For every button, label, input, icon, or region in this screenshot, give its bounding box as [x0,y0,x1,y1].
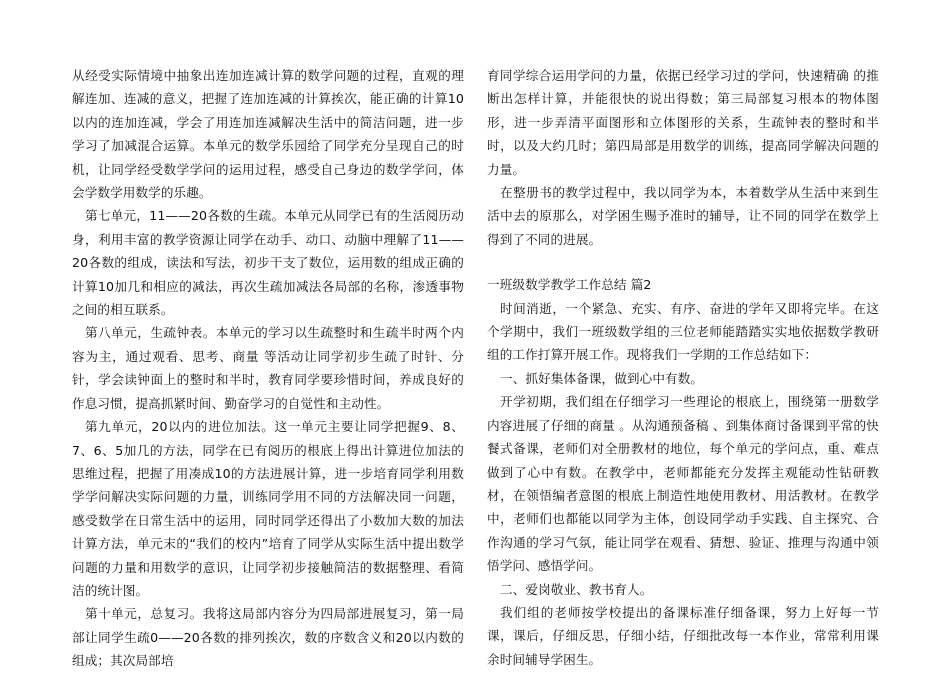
paragraph: 从经受实际情境中抽象出连加连减计算的数学问题的过程，直观的理解连加、连减的意义，把握了连加连减的计算挨次，能正确的计算10以内的连加连减，学会了用连加连减解决生活中的简洁问题，进一步学习了加减混合运算。本单元的数学乐园给了同学充分呈现自己的时机，让同学经受数学学问的运用过程，感受自己身边的数学学问，体会学数学用数学的乐趣。 [72,68,464,201]
spacer [487,251,879,273]
section-heading: 一、抓好集体备课，做到心中有数。 [500,370,704,386]
paragraph: 开学初期，我们组在仔细学习一些理论的根底上，围绕第一册数学内容进展了仔细的商量 。从沟通预备稿 、到集体商讨备课到平常的快餐式备课，老师们对全册教材的地位，每个单元的学问点，重、难点做到了心中有数。在教学中，老师都能充分发挥主观能动性钻研教材，在领悟编者意图的根底上制造性地使用教材、用活教材。在教学中，老师们也都能以同学为主体，创设同学动手实践、自主探究、合作沟通的学习气氛，能让同学在观看、猜想、验证、推理与沟通中领悟学问、感悟学问。 [487,394,879,574]
paragraph: 在整册书的教学过程中，我以同学为本，本着数学从生活中来到生活中去的原那么，对学困生赐予准时的辅导，让不同的同学在数学上得到了不同的进展。 [487,185,879,247]
paragraph: 时间消逝，一个紧急、充实、有序、奋进的学年又即将完毕。在这个学期中，我们一班级数学组的三位老师能踏踏实实地依据数学教研组的工作打算开展工作。现将我们一学期的工作总结如下： [487,300,879,363]
left-column [72,64,464,673]
paragraph: 第九单元，20以内的进位加法。这一单元主要让同学把握9、8、7、6、5加几的方法，同学在已有阅历的根底上得出计算进位加法的思维过程，把握了用凑成10的方法进展计算，进一步培育同学利用数学学问解决实际问题的力量，训练同学用不同的方法解决同一问题，感受数学在日常生活中的运用，同时同学还得出了小数加大数的加法计算方法，单元末的“我们的校内”培育了同学从实际生活中提出数学问题的力量和用数学的意识，让同学初步接触简洁的数据整理、看简洁的统计图。 [72,419,464,598]
section-heading: 二、爱岗敬业、教书育人。 [500,581,653,597]
paragraph: 第十单元，总复习。我将这局部内容分为四局部进展复习，第一局部让同学生疏0——20各数的排列挨次，数的序数含义和20以内数的组成；其次局部培 [72,606,464,669]
right-column [487,64,879,671]
paragraph: 第七单元，11——20各数的生疏。本单元从同学已有的生活阅历动身，利用丰富的教学资源让同学在动手、动口、动脑中理解了11——20各数的组成，读法和写法，初步干支了数位，运用数的组成正确的计算10加几和相应的减法，再次生疏加减法各局部的名称，渗透事物之间的相互联系。 [72,208,464,318]
paragraph: 育同学综合运用学问的力量，依据已经学习过的学问，快速精确 的推断出怎样计算，并能很快的说出得数；第三局部复习根本的物体图形，进一步弄清平面图形和立体图形的关系，生疏钟表的整时和半时，以及大约几时；第四局部是用数学的训练，提高同学解决问题的力量。 [487,68,879,177]
paragraph: 第八单元，生疏钟表。本单元的学习以生疏整时和生疏半时两个内容为主，通过观看、思考、商量 等活动让同学初步生疏了时针、分针，学会读钟面上的整时和半时，教育同学要珍惜时间，养成良好的作息习惯，提高抓紧时间、勤奋学习的自觉性和主动性。 [72,325,464,411]
paragraph: 我们组的老师按学校提出的备课标准仔细备课，努力上好每一节课，课后，仔细反思，仔细小结，仔细批改每一本作业，常常利用课余时间辅导学困生。 [487,604,879,667]
section-title: 一班级数学教学工作总结 篇2 [487,277,652,293]
